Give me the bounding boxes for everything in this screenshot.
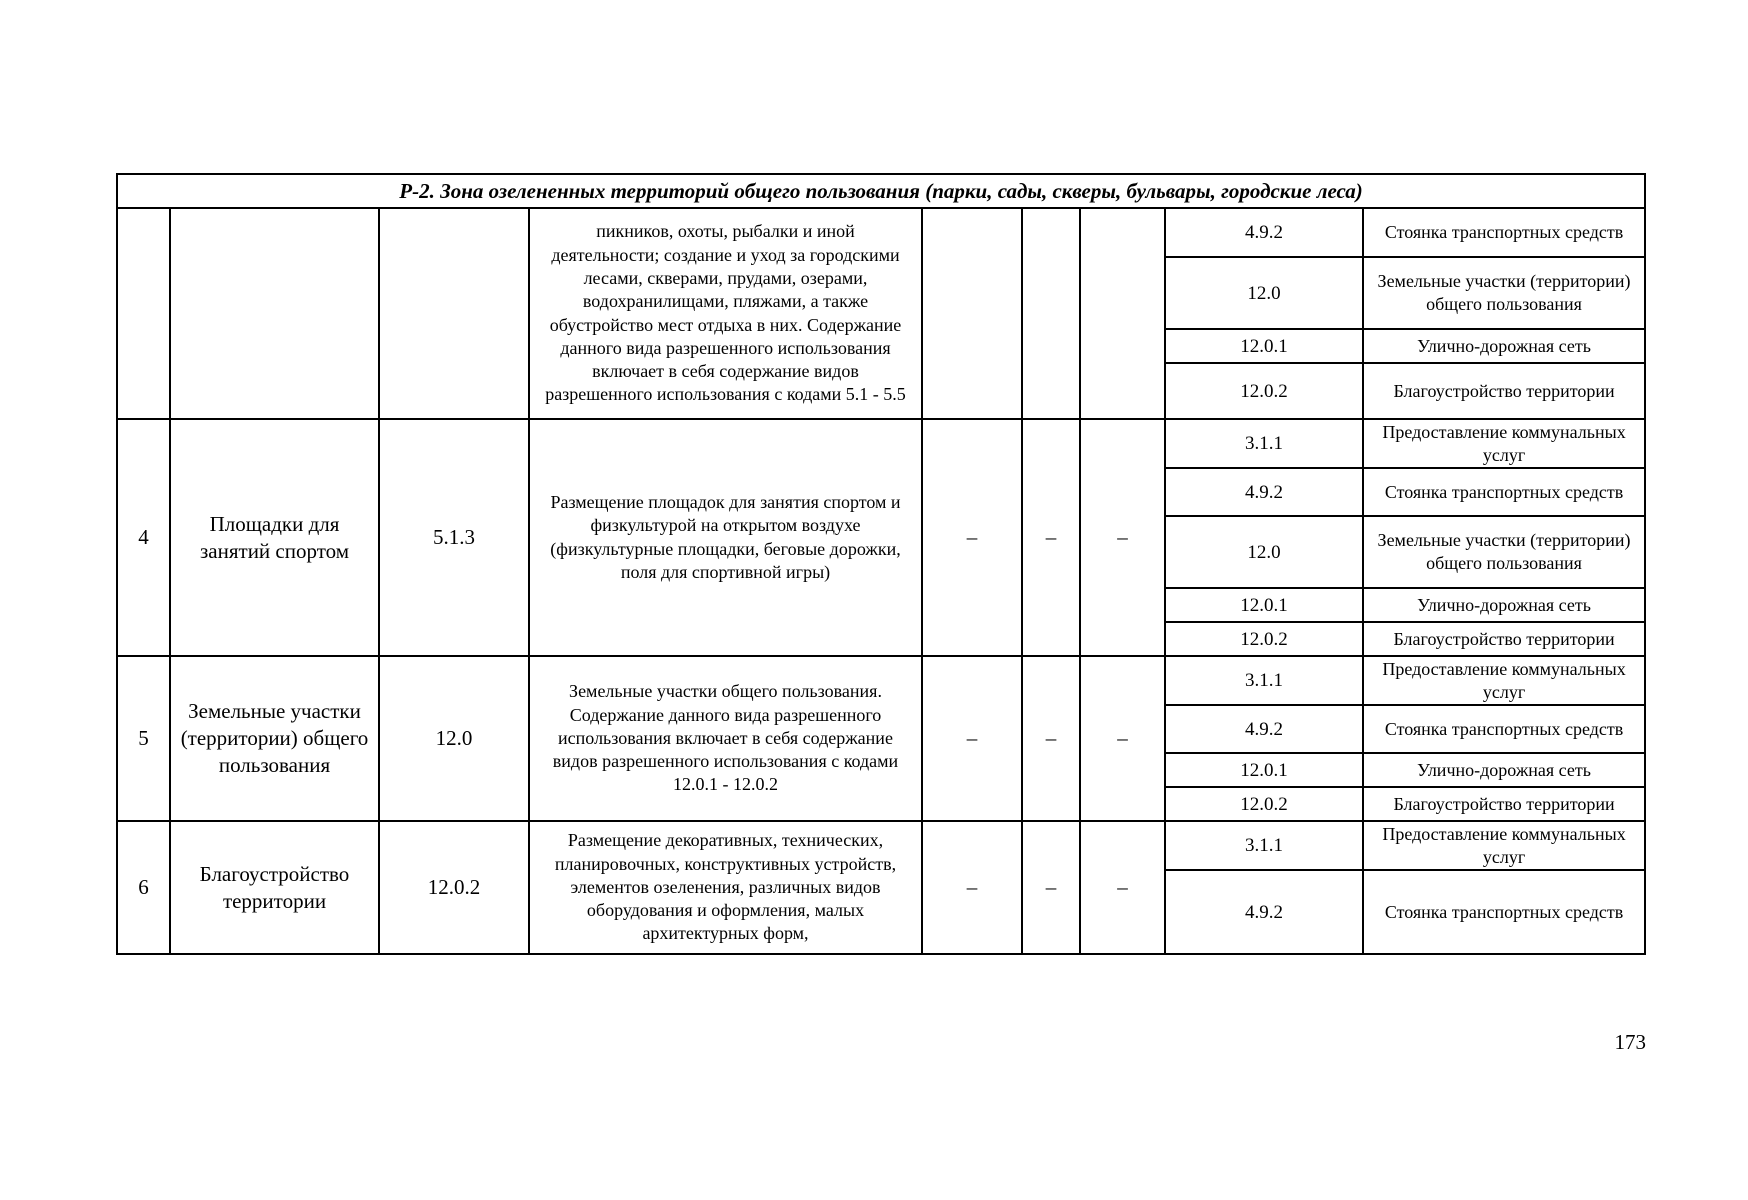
- related-code: 4.9.2: [1165, 870, 1363, 954]
- param-1: –: [922, 419, 1022, 656]
- related-code: 4.9.2: [1165, 468, 1363, 516]
- param-2: –: [1022, 419, 1080, 656]
- related-name: Предоставление коммунальных услуг: [1363, 419, 1645, 468]
- param-3: –: [1080, 656, 1165, 821]
- use-type-description: Размещение площадок для занятия спортом и физкультурой на открытом воздухе (физкультурные площадки, беговые дорожки, поля для спортивной игры): [529, 419, 922, 656]
- related-code: 12.0: [1165, 257, 1363, 329]
- related-name: Стоянка транспортных средств: [1363, 468, 1645, 516]
- use-type-code: 12.0.2: [379, 821, 529, 954]
- use-type-code: [379, 208, 529, 419]
- related-code: 3.1.1: [1165, 656, 1363, 705]
- page-number: 173: [1614, 1030, 1646, 1054]
- related-name: Благоустройство территории: [1363, 622, 1645, 656]
- row-number: [117, 208, 170, 419]
- related-code: 12.0.2: [1165, 787, 1363, 821]
- use-type-code: 5.1.3: [379, 419, 529, 656]
- use-type-code: 12.0: [379, 656, 529, 821]
- related-name: Предоставление коммунальных услуг: [1363, 821, 1645, 870]
- row-number: 5: [117, 656, 170, 821]
- param-2: –: [1022, 821, 1080, 954]
- zoning-table: [116, 173, 1646, 955]
- related-name: Улично-дорожная сеть: [1363, 588, 1645, 622]
- related-code: 3.1.1: [1165, 821, 1363, 870]
- row-number: 4: [117, 419, 170, 656]
- related-name: Улично-дорожная сеть: [1363, 329, 1645, 363]
- related-name: Стоянка транспортных средств: [1363, 208, 1645, 257]
- related-code: 12.0.1: [1165, 329, 1363, 363]
- related-name: Улично-дорожная сеть: [1363, 753, 1645, 787]
- related-code: 12.0.1: [1165, 588, 1363, 622]
- row-number: 6: [117, 821, 170, 954]
- param-1: –: [922, 656, 1022, 821]
- use-type-description: Размещение декоративных, технических, планировочных, конструктивных устройств, элементов озеленения, различных видов оборудования и оформления, малых архитектурных форм,: [529, 821, 922, 954]
- use-type-description: Земельные участки общего пользования. Содержание данного вида разрешенного использования включает в себя содержание видов разрешенного использования с кодами 12.0.1 - 12.0.2: [529, 656, 922, 821]
- param-1: –: [922, 821, 1022, 954]
- related-name: Стоянка транспортных средств: [1363, 705, 1645, 753]
- param-3: –: [1080, 419, 1165, 656]
- related-code: 3.1.1: [1165, 419, 1363, 468]
- related-name: Земельные участки (территории) общего пользования: [1363, 257, 1645, 329]
- param-1: [922, 208, 1022, 419]
- related-code: 4.9.2: [1165, 208, 1363, 257]
- zone-title: Р-2. Зона озелененных территорий общего пользования (парки, сады, скверы, бульвары, городские леса): [117, 174, 1645, 208]
- related-name: Стоянка транспортных средств: [1363, 870, 1645, 954]
- related-name: Благоустройство территории: [1363, 363, 1645, 419]
- use-type-name: [170, 208, 379, 419]
- related-code: 12.0.2: [1165, 363, 1363, 419]
- use-type-name: Благоустройство территории: [170, 821, 379, 954]
- related-name: Земельные участки (территории) общего пользования: [1363, 516, 1645, 588]
- param-2: –: [1022, 656, 1080, 821]
- param-3: [1080, 208, 1165, 419]
- related-code: 12.0: [1165, 516, 1363, 588]
- related-name: Благоустройство территории: [1363, 787, 1645, 821]
- related-name: Предоставление коммунальных услуг: [1363, 656, 1645, 705]
- related-code: 4.9.2: [1165, 705, 1363, 753]
- related-code: 12.0.2: [1165, 622, 1363, 656]
- param-3: –: [1080, 821, 1165, 954]
- related-code: 12.0.1: [1165, 753, 1363, 787]
- use-type-name: Земельные участки (территории) общего пользования: [170, 656, 379, 821]
- param-2: [1022, 208, 1080, 419]
- use-type-description: пикников, охоты, рыбалки и иной деятельности; создание и уход за городскими лесами, скверами, прудами, озерами, водохранилищами, пляжами, а также обустройство мест отдыха в них. Содержание данного вида разрешенного использования включает в себя содержание видов разрешенного использования с кодами 5.1 - 5.5: [529, 208, 922, 419]
- use-type-name: Площадки для занятий спортом: [170, 419, 379, 656]
